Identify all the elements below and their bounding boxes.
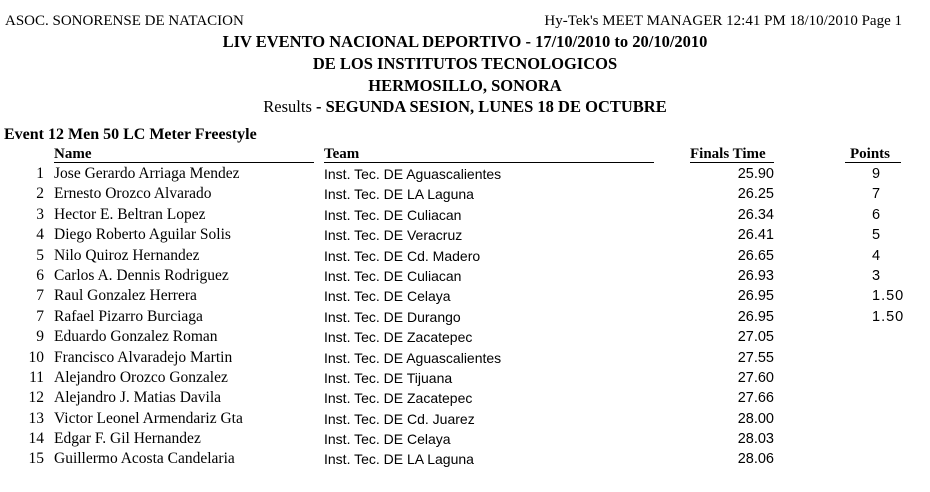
software-timestamp: Hy-Tek's MEET MANAGER 12:41 PM 18/10/2010 Page 1 — [544, 13, 902, 29]
column-header-name: Name — [54, 146, 92, 162]
points-cell: 7 — [872, 186, 882, 203]
table-row — [0, 306, 930, 326]
place-cell: 6 — [36, 266, 44, 284]
swimmer-name-cell: Eduardo Gonzalez Roman — [54, 328, 218, 346]
finals-time-cell: 26.65 — [737, 247, 774, 264]
team-cell: Inst. Tec. DE Zacatepec — [324, 329, 473, 346]
team-cell: Inst. Tec. DE Zacatepec — [324, 390, 473, 407]
points-cell: 9 — [872, 166, 882, 182]
meet-subtitle: DE LOS INSTITUTOS TECNOLOGICOS — [312, 54, 618, 73]
team-cell: Inst. Tec. DE LA Laguna — [324, 451, 474, 468]
team-cell: Inst. Tec. DE Culiacan — [324, 206, 462, 223]
swimmer-name-cell: Edgar F. Gil Hernandez — [54, 430, 201, 448]
place-cell: 14 — [28, 430, 44, 448]
swimmer-name-cell: Carlos A. Dennis Rodriguez — [54, 266, 229, 284]
team-cell: Inst. Tec. DE Celaya — [324, 288, 451, 305]
finals-time-cell: 25.90 — [737, 166, 774, 182]
team-cell: Inst. Tec. DE Aguascalientes — [324, 349, 502, 366]
team-cell: Inst. Tec. DE Durango — [324, 308, 461, 325]
place-cell: 11 — [29, 368, 44, 386]
results-label: Results — [263, 97, 312, 116]
table-row — [0, 387, 930, 407]
team-cell: Inst. Tec. DE Cd. Madero — [324, 247, 481, 264]
place-cell: 5 — [36, 246, 44, 264]
table-row — [0, 448, 930, 468]
swimmer-name-cell: Raul Gonzalez Herrera — [54, 287, 197, 305]
finals-time-cell: 26.34 — [737, 206, 774, 223]
swimmer-name-cell: Alejandro J. Matias Davila — [54, 389, 222, 407]
swimmer-name-cell: Ernesto Orozco Alvarado — [54, 185, 212, 203]
finals-time-cell: 26.95 — [737, 288, 774, 305]
place-cell: 3 — [36, 205, 44, 223]
place-cell: 7 — [36, 307, 44, 325]
team-cell: Inst. Tec. DE Culiacan — [324, 267, 462, 284]
finals-time-cell: 26.25 — [737, 186, 774, 203]
swimmer-name-cell: Francisco Alvaradejo Martin — [54, 348, 233, 366]
swimmer-name-cell: Alejandro Orozco Gonzalez — [54, 368, 228, 386]
table-row — [0, 224, 930, 244]
table-row — [0, 326, 930, 346]
points-cell: 6 — [872, 206, 882, 223]
finals-time-cell: 28.03 — [737, 431, 774, 448]
finals-time-cell: 28.00 — [737, 410, 774, 427]
finals-time-cell: 27.55 — [737, 349, 774, 366]
column-header-finals-time: Finals Time — [690, 146, 766, 162]
place-cell: 4 — [36, 226, 44, 244]
meet-location: HERMOSILLO, SONORA — [368, 76, 562, 95]
finals-time-cell: 28.06 — [737, 451, 774, 468]
table-row — [0, 183, 930, 203]
place-cell: 9 — [36, 328, 44, 346]
team-cell: Inst. Tec. DE Cd. Juarez — [324, 410, 475, 427]
points-cell: 4 — [872, 247, 882, 264]
place-cell: 1 — [36, 165, 44, 182]
table-row — [0, 285, 930, 305]
team-cell: Inst. Tec. DE LA Laguna — [324, 186, 474, 203]
place-cell: 13 — [28, 409, 44, 427]
points-cell: 1.50 — [872, 288, 905, 305]
swimmer-name-cell: Nilo Quiroz Hernandez — [54, 246, 200, 264]
swimmer-name-cell: Guillermo Acosta Candelaria — [54, 450, 235, 468]
team-cell: Inst. Tec. DE Aguascalientes — [324, 166, 502, 182]
finals-time-cell: 27.66 — [737, 390, 774, 407]
table-row — [0, 245, 930, 265]
points-cell: 5 — [872, 227, 882, 244]
team-cell: Inst. Tec. DE Tijuana — [324, 369, 453, 386]
finals-time-cell: 27.05 — [737, 329, 774, 346]
table-row — [0, 347, 930, 367]
swimmer-name-cell: Jose Gerardo Arriaga Mendez — [54, 165, 240, 182]
session-title — [0, 97, 930, 117]
table-row — [0, 367, 930, 387]
table-row — [0, 204, 930, 224]
finals-time-cell: 26.41 — [737, 227, 774, 244]
table-row — [0, 265, 930, 285]
points-cell: 3 — [872, 267, 882, 284]
table-row — [0, 408, 930, 428]
results-table — [0, 163, 930, 469]
swimmer-name-cell: Hector E. Beltran Lopez — [54, 205, 206, 223]
place-cell: 10 — [28, 348, 44, 366]
swimmer-name-cell: Diego Roberto Aguilar Solis — [54, 226, 231, 244]
meet-title: LIV EVENTO NACIONAL DEPORTIVO - 17/10/2010 to 20/10/2010 — [222, 32, 708, 51]
place-cell: 15 — [28, 450, 44, 468]
event-title: Event 12 Men 50 LC Meter Freestyle — [4, 126, 257, 143]
organization-name: ASOC. SONORENSE DE NATACION — [5, 13, 244, 29]
finals-time-cell: 26.95 — [737, 308, 774, 325]
place-cell: 2 — [36, 185, 44, 203]
place-cell: 7 — [36, 287, 44, 305]
team-cell: Inst. Tec. DE Veracruz — [324, 227, 463, 244]
finals-time-cell: 27.60 — [737, 369, 774, 386]
points-cell: 1.50 — [872, 308, 905, 325]
place-cell: 12 — [28, 389, 44, 407]
column-header-points: Points — [850, 146, 891, 162]
swimmer-name-cell: Rafael Pizarro Burciaga — [54, 307, 203, 325]
column-header-team: Team — [324, 146, 360, 162]
table-row — [0, 428, 930, 448]
session-label: - SEGUNDA SESION, LUNES 18 DE OCTUBRE — [311, 97, 667, 116]
team-cell: Inst. Tec. DE Celaya — [324, 431, 451, 448]
table-row — [0, 163, 930, 183]
swimmer-name-cell: Victor Leonel Armendariz Gta — [54, 409, 243, 427]
finals-time-cell: 26.93 — [737, 267, 774, 284]
